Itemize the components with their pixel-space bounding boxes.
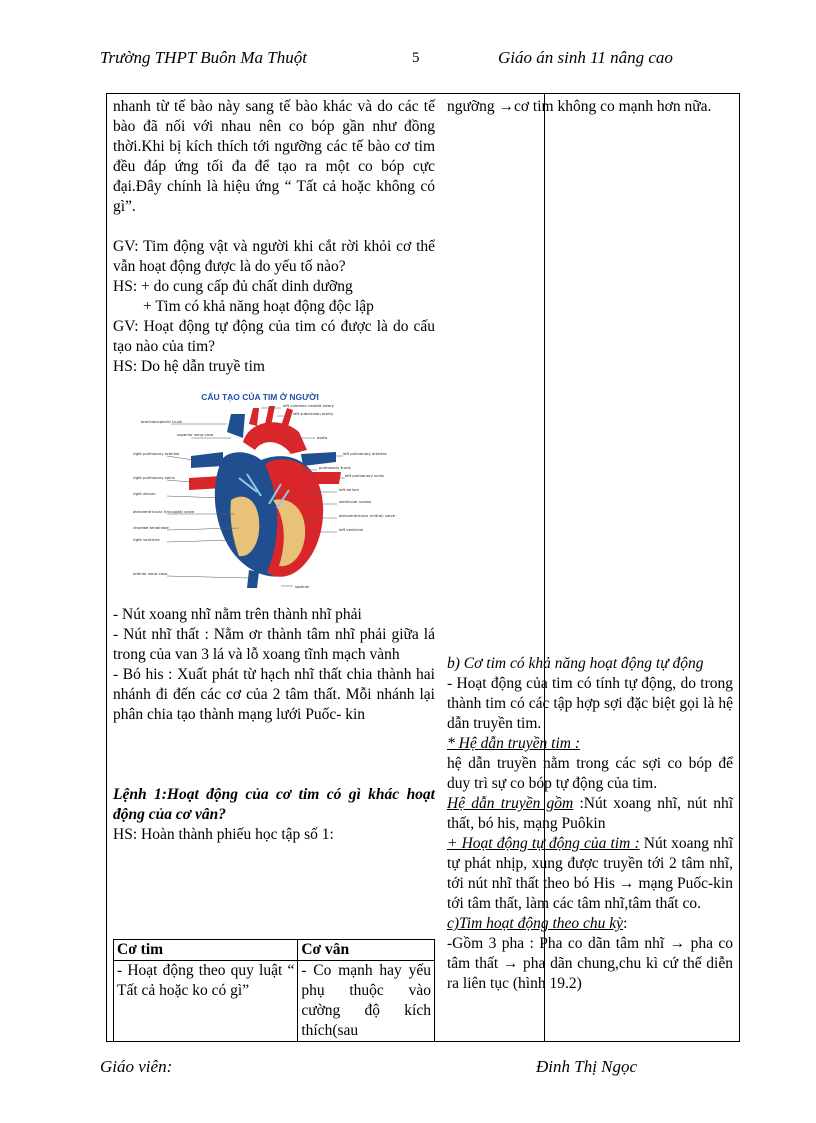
components-text: :Nút xoang nhĩ, nút nhĩ thất, bó his, mạng Puôkin <box>447 795 734 832</box>
automaticity-text: Nút xoang nhĩ tự phát nhịp, xung được truyền tới 2 tâm nhĩ, tới nút nhĩ thất theo bó His → mạng Puốc-kin tới tâm thất, làm các tâm nhĩ,tâm thất co. <box>447 835 733 912</box>
conduction-system-paragraph: hệ dẫn truyền nằm trong các sợi co bóp để duy trì sự co bóp tự động của tim. <box>447 755 733 792</box>
bullet-sa-node: - Nút xoang nhĩ nằm trên thành nhĩ phải <box>113 606 362 623</box>
diagram-label: left pulmonary veins <box>345 473 385 478</box>
hs-answer-2: HS: Do hệ dẫn truyề tim <box>113 358 265 375</box>
section-b-paragraph: - Hoạt động của tim có tính tự động, do trong thành tim có các tập hợp sợi đặc biệt gọi là hệ dẫn truyền tim. <box>447 675 733 732</box>
left-paragraph-1: nhanh từ tế bào này sang tế bào khác và do các tế bào đã nối với nhau nên co bóp gần như đồng thời.Khi bị kích thích tới ngưỡng các tế bào cơ tim đều đáp ứng tối đa để tạo ra một co bóp cực đại.Đây chính là hiệu ứng “ Tất cả hoặc không có gì”. <box>113 98 435 215</box>
diagram-label: aorta <box>317 435 328 440</box>
diagram-label: left atrium <box>339 487 359 492</box>
page-number: 5 <box>412 50 420 66</box>
diagram-label: pulmonary trunk <box>319 465 351 470</box>
hs-answer-1b: + Tim có khả năng hoạt động độc lập <box>143 298 374 315</box>
bullet-his-bundle: - Bó his : Xuất phát từ hạch nhĩ thất chia thành hai nhánh đi đến các cơ của 2 tâm thất. Mỗi nhánh lại phân chia tạo thành mạng lưới Puốc- kin <box>113 666 435 723</box>
diagram-label: right atrium <box>133 491 156 496</box>
conduction-system-heading: * Hệ dẫn truyền tim : <box>447 735 581 752</box>
section-c-paragraph: -Gồm 3 pha : Pha co dãn tâm nhĩ → pha co tâm thất → pha dãn chung,chu kì cứ thế diễn ra liên tục (hình 19.2) <box>447 935 733 992</box>
hs-answer-1a: HS: + do cung cấp đủ chất dinh dưỡng <box>113 278 353 295</box>
diagram-label: right pulmonary veins <box>133 475 175 480</box>
section-c-colon: : <box>623 915 628 932</box>
lesson-table <box>106 93 740 1042</box>
diagram-label: chordae tendineae <box>133 525 169 530</box>
right-column-lower <box>447 654 733 994</box>
components-heading: Hệ dẫn truyền gồm <box>447 795 574 812</box>
heart-structure-diagram <box>131 380 396 598</box>
header-course: Giáo án sinh 11 nâng cao <box>498 48 673 67</box>
right-column <box>447 97 733 117</box>
table-header-skeletal: Cơ vân <box>298 940 435 961</box>
table-header-cardiac: Cơ tim <box>114 940 298 961</box>
left-column <box>113 97 435 845</box>
diagram-label: right pulmonary arteries <box>133 451 180 456</box>
diagram-label: superior vena cava <box>177 432 214 437</box>
section-c-title: c)Tim hoạt động theo chu kỳ <box>447 915 624 932</box>
right-top-text: ngưỡng →cơ tim không co mạnh hơn nữa. <box>447 98 712 115</box>
automaticity-heading: + Hoạt động tự động của tim : <box>447 835 640 852</box>
table-cell-skeletal: - Co mạnh hay yếu phụ thuộc vào cường độ kích thích(sau <box>298 961 435 1042</box>
comparison-table <box>113 939 435 1042</box>
diagram-label: right ventricle <box>133 537 160 542</box>
diagram-label: left subclavian artery <box>293 411 334 416</box>
diagram-label: left pulmonary arteries <box>343 451 387 456</box>
footer-teacher-label: Giáo viên: <box>100 1057 173 1076</box>
section-c-heading <box>447 914 733 934</box>
diagram-label: semilunar valves <box>339 499 372 504</box>
footer-teacher-name: Đinh Thị Ngọc <box>536 1057 638 1076</box>
header-school: Trường THPT Buôn Ma Thuột <box>100 48 307 67</box>
diagram-label: left ventricle <box>339 527 363 532</box>
diagram-title: CẤU TẠO CỦA TIM Ở NGƯỜI <box>201 392 319 402</box>
lenh-1-heading: Lệnh 1:Hoạt động của cơ tim có gì khác hoạt động của cơ vân? <box>113 786 435 823</box>
diagram-label: left common carotid artery <box>283 403 334 408</box>
gv-question-2: GV: Hoạt động tự động của tim có được là do cấu tạo nào của tim? <box>113 318 435 355</box>
automaticity-paragraph <box>447 834 733 914</box>
table-cell-cardiac: - Hoạt động theo quy luật “ Tất cả hoặc ko có gì” <box>114 961 298 1042</box>
gv-question-1: GV: Tim động vật và người khi cắt rời khỏi cơ thể vẫn hoạt động được là do yếu tố nào? <box>113 238 435 275</box>
bullet-av-node: - Nút nhĩ thất : Nằm ơr thành tâm nhĩ phải giữa lá trong của van 3 lá và lỗ xoang tĩnh mạch vành <box>113 626 435 663</box>
diagram-label: septum <box>295 584 310 589</box>
diagram-label: atrioventricular (mitral) valve <box>339 513 396 518</box>
diagram-label: inferior vena cava <box>133 571 168 576</box>
section-b-heading: b) Cơ tim có khả năng hoạt động tự động <box>447 655 704 672</box>
conduction-components <box>447 794 733 834</box>
diagram-label: atrioventricular (tricuspid) valve <box>133 509 195 514</box>
hs-answer-3: HS: Hoàn thành phiếu học tập số 1: <box>113 826 334 843</box>
diagram-label: brachiocephalic trunk <box>141 419 183 424</box>
